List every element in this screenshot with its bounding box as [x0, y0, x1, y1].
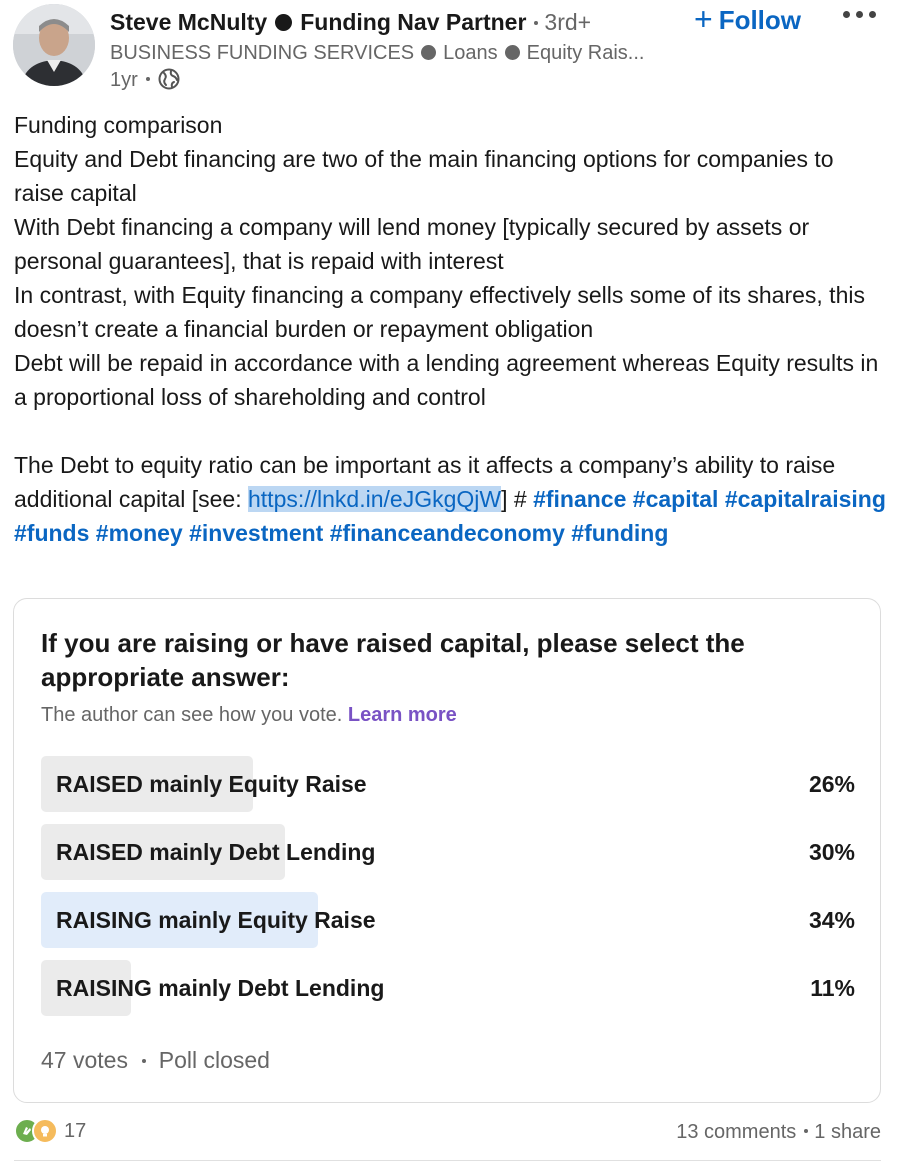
post-line: Debt will be repaid in accordance with a lending agreement whereas Equity results in a proportional loss of shareholding and control — [14, 350, 879, 410]
more-dot-icon — [869, 11, 876, 18]
reactions-summary[interactable] — [14, 1118, 86, 1144]
poll-note-text: The author can see how you vote. — [41, 704, 343, 726]
bullet-separator — [804, 1129, 808, 1133]
post-final-suffix: ] # — [501, 486, 534, 512]
hashtag-link[interactable]: #funding — [571, 520, 669, 546]
hashtag-link[interactable]: #funds — [14, 520, 90, 546]
author-headline — [110, 40, 644, 66]
separator-dot — [421, 45, 436, 60]
headline-part: Loans — [443, 42, 498, 64]
author-line — [110, 6, 591, 38]
separator-dot — [505, 45, 520, 60]
post-line: Equity and Debt financing are two of the main financing options for companies to raise capital — [14, 146, 834, 206]
poll-option-label: RAISING mainly Debt Lending — [56, 975, 385, 1001]
post-age: 1yr — [110, 69, 138, 91]
hashtag-link[interactable]: #financeandeconomy — [329, 520, 565, 546]
post-line: With Debt financing a company will lend money [typically secured by assets or personal guarantees], that is repaid with interest — [14, 214, 810, 274]
poll-option-percent: 11% — [810, 975, 855, 1001]
plus-icon: + — [694, 1, 713, 37]
hashtag-link[interactable]: #capitalraising — [724, 486, 886, 512]
poll-option-label: RAISED mainly Equity Raise — [56, 771, 367, 797]
poll-card — [13, 598, 881, 1103]
more-dot-icon — [843, 11, 850, 18]
poll-option[interactable] — [41, 960, 855, 1016]
bullet-separator — [142, 1059, 146, 1063]
poll-status: Poll closed — [158, 1047, 270, 1073]
author-role: Funding Nav Partner — [300, 9, 527, 35]
poll-question: If you are raising or have raised capital, please select the appropriate answer: — [41, 628, 745, 692]
reaction-count: 17 — [64, 1119, 87, 1142]
author-avatar[interactable] — [13, 4, 95, 86]
poll-option[interactable] — [41, 756, 855, 812]
post-line: Funding comparison — [14, 112, 223, 138]
follow-button[interactable] — [694, 2, 801, 37]
poll-option-label: RAISING mainly Equity Raise — [56, 907, 376, 933]
follow-label: Follow — [718, 5, 802, 35]
more-dot-icon — [856, 11, 863, 18]
shares-count[interactable]: 1 share — [814, 1121, 881, 1143]
hashtag-link[interactable]: #capital — [632, 486, 719, 512]
poll-option-label: RAISED mainly Debt Lending — [56, 839, 376, 865]
poll-option-percent: 26% — [808, 771, 855, 797]
hashtag-link[interactable]: #money — [95, 520, 183, 546]
post-body — [14, 108, 886, 550]
bullet-separator — [534, 21, 538, 25]
post-link[interactable]: https://lnkd.in/eJGkgQjW — [248, 486, 502, 512]
learn-more-link[interactable]: Learn more — [347, 704, 457, 726]
paragraph-gap — [14, 414, 886, 448]
post-line: In contrast, with Equity financing a company effectively sells some of its shares, this doesn’t create a financial burden or repayment obligation — [14, 282, 865, 342]
author-name[interactable]: Steve McNulty — [110, 9, 268, 35]
hashtag-link[interactable]: #finance — [533, 486, 627, 512]
bullet-separator — [146, 77, 150, 81]
more-options-button[interactable] — [843, 11, 876, 18]
poll-footer — [41, 1045, 270, 1075]
poll-visibility-note — [41, 702, 457, 728]
poll-option[interactable] — [41, 892, 855, 948]
globe-icon — [158, 68, 180, 97]
lightbulb-icon — [32, 1118, 58, 1144]
poll-option-percent: 34% — [808, 907, 855, 933]
separator-dot — [275, 14, 292, 31]
headline-part: Equity Rais... — [526, 42, 645, 64]
post-timestamp — [110, 67, 180, 97]
social-counts — [676, 1118, 881, 1146]
comments-count[interactable]: 13 comments — [676, 1121, 797, 1143]
poll-option-percent: 30% — [808, 839, 855, 865]
divider — [14, 1160, 881, 1161]
post-final-text: The Debt to equity ratio can be important as it affects a company’s ability to raise additional capital [see: — [14, 452, 836, 512]
poll-vote-count[interactable]: 47 votes — [41, 1047, 128, 1073]
poll-option[interactable] — [41, 824, 855, 880]
post-final-paragraph — [14, 448, 886, 550]
hashtag-link[interactable]: #investment — [189, 520, 324, 546]
headline-part: BUSINESS FUNDING SERVICES — [110, 42, 415, 64]
connection-degree: 3rd+ — [544, 9, 592, 35]
